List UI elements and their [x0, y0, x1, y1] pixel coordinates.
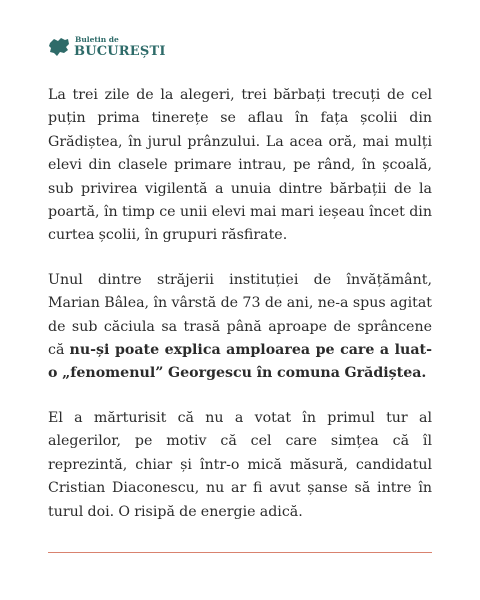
- article-paragraph: [48, 407, 432, 524]
- logo-wordmark: [74, 36, 166, 58]
- logo-line-big: BUCUREȘTI: [74, 43, 166, 59]
- text-segment: La trei zile de la alegeri, trei bărbați trecuți de cel puțin prima tinerețe se aflau în fața școlii din Grădiștea, în jurul prânzului. La acea oră, mai mulți elevi din clasele primare intrau, pe rând, în școală, sub privirea vigilentă a unuia dintre bărbații de la poartă, în timp ce unii elevi mai mari ieșeau încet din curtea școlii, în grupuri răsfirate.: [48, 87, 432, 244]
- map-emblem-icon: [48, 37, 70, 57]
- bold-text-segment: nu-și poate explica amploarea pe care a luat-o „fenomenul” Georgescu în comuna Grădiștea.: [48, 342, 432, 382]
- bottom-divider: [48, 552, 432, 553]
- text-segment: El a mărturisit că nu a votat în primul tur al alegerilor, pe motiv că cel care simțea că îl reprezintă, chiar și într-o mică măsură, candidatul Cristian Diaconescu, nu ar fi avut șanse să intre în turul doi. O risipă de energie adică.: [48, 409, 432, 520]
- article-paragraph: [48, 269, 432, 386]
- article-body: [48, 84, 432, 545]
- publication-logo[interactable]: [48, 36, 166, 58]
- text-segment: Unul dintre străjerii instituției de învățământ, Marian Bâlea, în vârstă de 73 de ani, ne-a spus agitat de sub căciula sa trasă până aproape de sprâncene că: [48, 271, 432, 359]
- article-paragraph: [48, 84, 432, 248]
- logo-line-small: Buletin de: [75, 35, 119, 44]
